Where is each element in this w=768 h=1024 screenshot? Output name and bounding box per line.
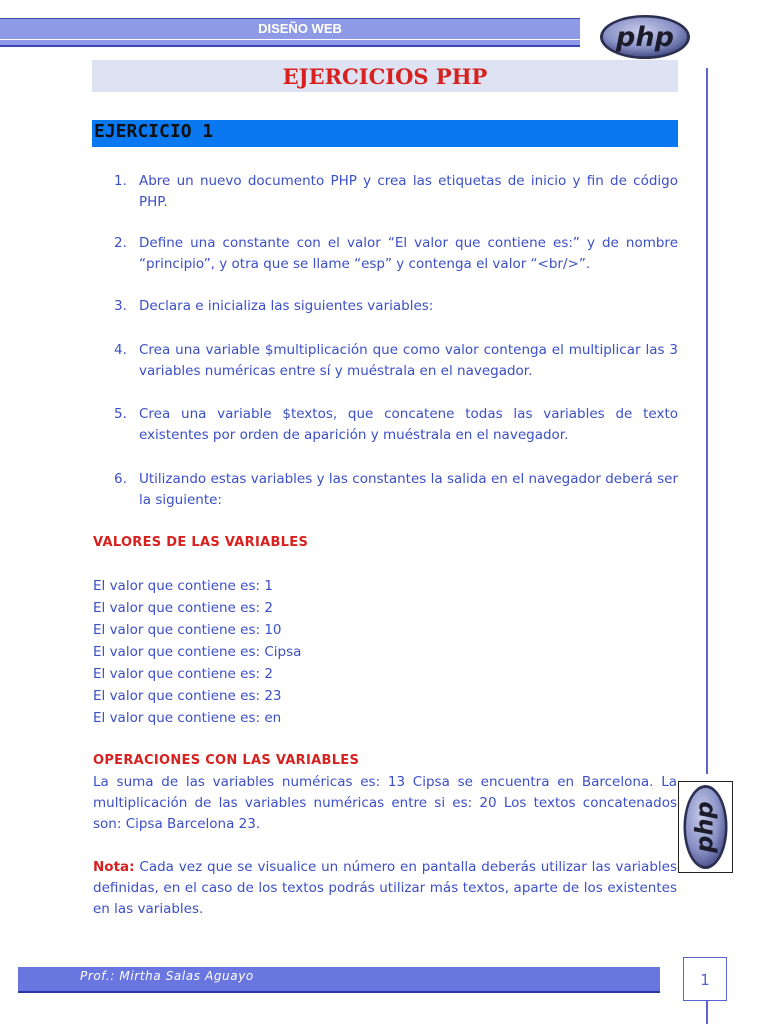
header-title: DISEÑO WEB (258, 21, 342, 36)
values-list (93, 575, 693, 729)
list-number: 1. (114, 173, 127, 189)
note-text: Cada vez que se visualice un número en pantalla deberás utilizar las variables definidas, en el caso de los textos podrás utilizar más textos, aparte de los existentes en las variables. (93, 859, 677, 917)
php-logo-icon (599, 14, 691, 60)
values-heading: VALORES DE LAS VARIABLES (93, 535, 309, 550)
list-text: Crea una variable $textos, que concatene todas las variables de texto existentes por orden de aparición y muéstrala en el navegador. (139, 406, 678, 443)
list-text: Declara e inicializa las siguientes variables: (139, 298, 434, 314)
list-number: 4. (114, 342, 127, 358)
list-number: 5. (114, 406, 127, 422)
list-text: Define una constante con el valor “El valor que contiene es:” y de nombre “principio”, y otra que se llame “esp” y contenga el valor “<br/>”. (139, 235, 678, 272)
list-text: Crea una variable $multiplicación que como valor contenga el multiplicar las 3 variables numéricas entre sí y muéstrala en el navegador. (139, 342, 678, 379)
php-logo-side-icon (678, 781, 733, 873)
header-divider (0, 39, 580, 40)
operations-heading: OPERACIONES CON LAS VARIABLES (93, 753, 360, 768)
note-paragraph (93, 857, 677, 920)
list-number: 2. (114, 235, 127, 251)
php-logo-text: php (616, 22, 674, 53)
list-text: Abre un nuevo documento PHP y crea las etiquetas de inicio y fin de código PHP. (139, 173, 678, 210)
operations-text: La suma de las variables numéricas es: 13 Cipsa se encuentra en Barcelona. La multiplicación de las variables numéricas entre si es: 20 Los textos concatenados son: Cipsa Barcelona 23. (93, 774, 677, 832)
value-line: El valor que contiene es: Cipsa (93, 644, 302, 660)
page-number: 1 (700, 971, 710, 989)
value-line: El valor que contiene es: 23 (93, 688, 282, 704)
footer-author: Prof.: Mirtha Salas Aguayo (80, 969, 254, 983)
value-line: El valor que contiene es: 1 (93, 578, 273, 594)
list-text: Utilizando estas variables y las constantes la salida en el navegador deberá ser la siguiente: (139, 471, 678, 508)
page-title: EJERCICIOS PHP (282, 64, 488, 89)
value-line: El valor que contiene es: en (93, 710, 282, 726)
php-logo-side-text: php (690, 801, 719, 853)
value-line: El valor que contiene es: 2 (93, 600, 273, 616)
list-number: 6. (114, 471, 127, 487)
page-line (706, 1000, 708, 1024)
exercise-title: EJERCICIO 1 (94, 121, 214, 142)
note-label: Nota: (93, 859, 135, 875)
right-border-line (706, 68, 708, 774)
value-line: El valor que contiene es: 2 (93, 666, 273, 682)
list-number: 3. (114, 298, 127, 314)
value-line: El valor que contiene es: 10 (93, 622, 282, 638)
